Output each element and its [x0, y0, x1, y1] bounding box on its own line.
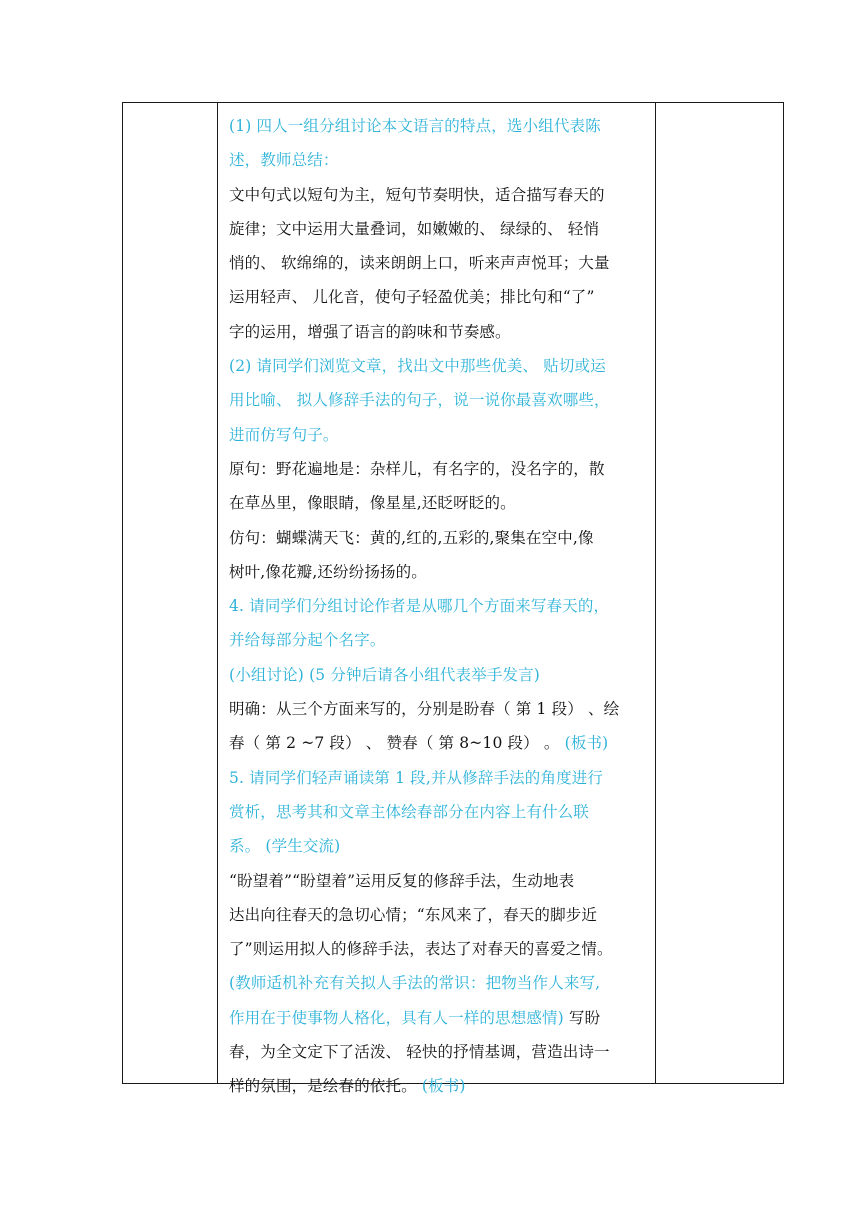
text-segment: 字的运用，增强了语言的韵味和节奏感。	[229, 322, 511, 341]
text-line	[229, 1001, 651, 1035]
text-line	[229, 932, 651, 966]
text-segment: 悄的、 软绵绵的，读来朗朗上口，听来声声悦耳；大量	[229, 254, 610, 273]
highlighted-text-segment: 作用在于使事物人格化，具有人一样的思想感情)	[229, 1008, 564, 1027]
text-segment: 春，为全文定下了活泼、 轻快的抒情基调，营造出诗一	[229, 1043, 610, 1062]
highlighted-text-segment: (教师适机补充有关拟人手法的常识：把物当作人来写,	[229, 974, 601, 993]
text-segment: 树叶,像花瓣,还纷纷扬扬的。	[229, 562, 427, 581]
text-segment: 在草丛里，像眼睛，像星星,还眨呀眨的。	[229, 494, 516, 513]
text-segment: 原句：野花遍地是：杂样儿，有名字的，没名字的，散	[229, 459, 605, 478]
highlighted-text-segment: (1) 四人一组分组讨论本文语言的特点，选小组代表陈	[229, 117, 601, 135]
highlighted-text-segment: 赏析，思考其和文章主体绘春部分在内容上有什么联	[229, 802, 589, 821]
text-line	[229, 864, 651, 898]
highlighted-text-segment: 4. 请同学们分组讨论作者是从哪几个方面来写春天的，	[229, 597, 610, 616]
text-segment: 文中句式以短句为主，短句节奏明快，适合描写春天的	[229, 185, 605, 204]
text-line	[229, 589, 651, 623]
text-line	[229, 315, 651, 349]
text-segment: 运用轻声、 儿化音，使句子轻盈优美；排比句和“了”	[229, 288, 595, 307]
text-line	[229, 349, 651, 383]
text-line	[229, 521, 651, 555]
text-segment: 明确：从三个方面来写的，分别是盼春（ 第 1 段） 、绘	[229, 700, 620, 719]
highlighted-text-segment: 述，教师总结：	[229, 151, 339, 170]
lesson-content	[218, 103, 657, 1104]
text-segment: 旋律；文中运用大量叠词，如嫩嫩的、 绿绿的、 轻悄	[229, 219, 600, 238]
text-line	[229, 1069, 651, 1103]
text-segment: 了”则运用拟人的修辞手法，表达了对春天的喜爱之情。	[229, 940, 613, 959]
highlighted-text-segment: 系。 (学生交流)	[229, 837, 341, 856]
highlighted-text-segment: 用比喻、 拟人修辞手法的句子，说一说你最喜欢哪些，	[229, 391, 610, 410]
text-segment: 达出向往春天的急切心情；“东风来了，春天的脚步近	[229, 905, 598, 924]
text-line	[229, 452, 651, 486]
text-line	[229, 383, 651, 417]
text-segment: 仿句：蝴蝶满天飞：黄的,红的,五彩的,聚集在空中,像	[229, 528, 594, 547]
text-line	[229, 966, 651, 1000]
highlighted-text-segment: (2) 请同学们浏览文章，找出文中那些优美、 贴切或运	[229, 357, 606, 376]
text-line	[229, 109, 651, 143]
content-column-cell	[218, 103, 657, 1096]
text-line	[229, 280, 651, 314]
lesson-table	[122, 102, 784, 1096]
text-line	[229, 898, 651, 932]
text-line	[229, 212, 651, 246]
text-line	[229, 555, 651, 589]
highlighted-text-segment: (小组讨论) (5 分钟后请各小组代表举手发言)	[229, 665, 541, 684]
text-line	[229, 829, 651, 863]
text-segment: 春（ 第 2 ~7 段） 、 赞春（ 第 8~10 段） 。	[229, 734, 560, 753]
highlighted-text-segment: 并给每部分起个名字。	[229, 631, 386, 650]
text-line	[229, 761, 651, 795]
text-line	[229, 143, 651, 177]
text-line	[229, 795, 651, 829]
text-line	[229, 623, 651, 657]
left-column-cell	[123, 103, 218, 1083]
text-line	[229, 726, 651, 760]
text-line	[229, 418, 651, 452]
text-segment: 样的氛围，是绘春的依托。	[229, 1077, 417, 1096]
text-line	[229, 246, 651, 280]
highlighted-text-segment: 5. 请同学们轻声诵读第 1 段,并从修辞手法的角度进行	[229, 768, 604, 787]
highlighted-text-segment: 进而仿写句子。	[229, 425, 339, 444]
text-line	[229, 692, 651, 726]
highlighted-text-segment: (板书)	[416, 1077, 466, 1096]
text-line	[229, 178, 651, 212]
text-line	[229, 658, 651, 692]
highlighted-text-segment: (板书)	[559, 734, 609, 753]
text-segment: “盼望着”“盼望着”运用反复的修辞手法，生动地表	[229, 871, 575, 890]
right-column-cell	[655, 103, 783, 1083]
text-segment: 写盼	[563, 1008, 601, 1027]
text-line	[229, 1035, 651, 1069]
text-line	[229, 486, 651, 520]
